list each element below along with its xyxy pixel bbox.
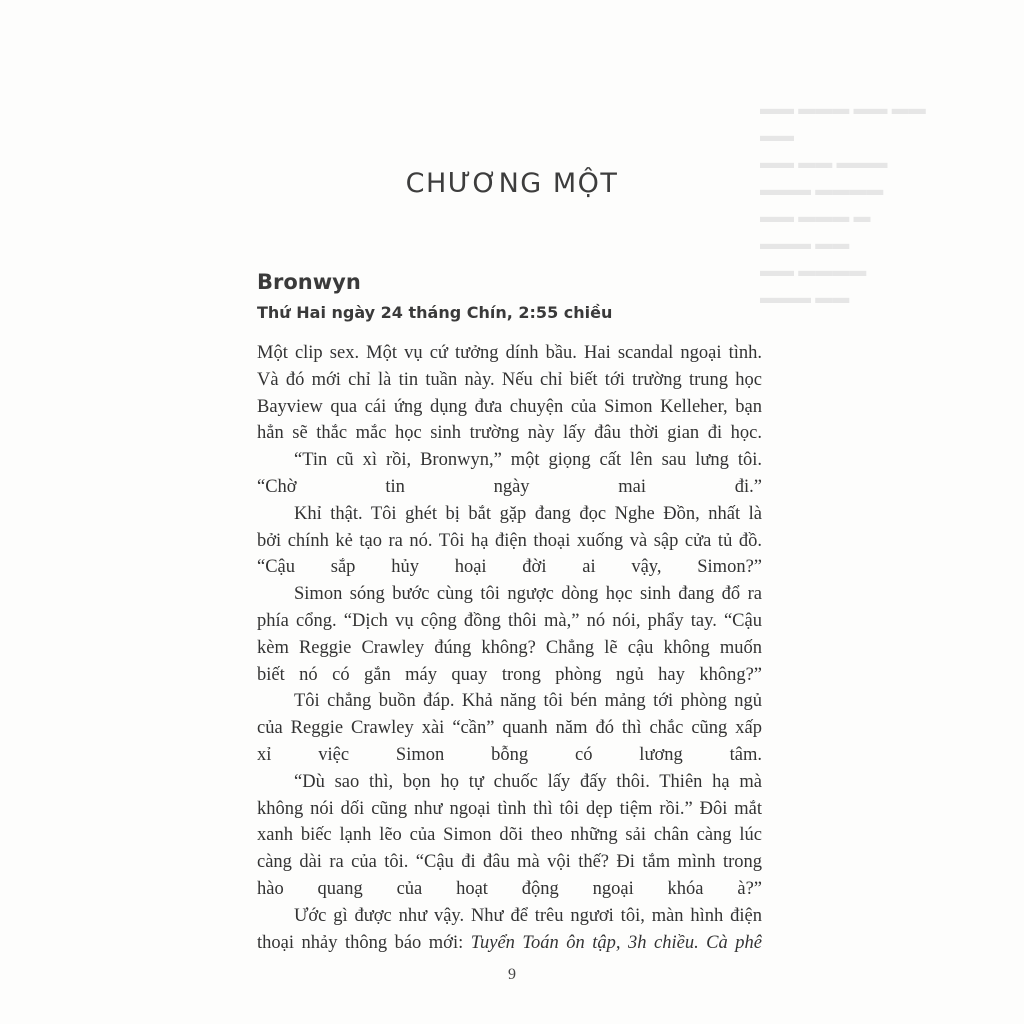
body-line: biết nó có gắn máy quay trong phòng ngủ hay không?” <box>257 664 762 685</box>
body-line: không nói dối cũng như ngoại tình thì tôi dẹp tiệm rồi.” Đôi mắt <box>257 798 762 819</box>
body-line: Simon sóng bước cùng tôi ngược dòng học sinh đang đổ ra <box>294 584 762 605</box>
body-line: hẳn sẽ thắc mắc học sinh trường này lấy đâu thời gian đi học. <box>257 423 762 444</box>
body-line: xanh biếc lạnh lẽo của Simon dõi theo những sải chân càng lúc <box>257 825 762 846</box>
body-line: “Cậu sắp hủy hoại đời ai vậy, Simon?” <box>257 557 762 578</box>
body-line: hào quang của hoạt động ngoại khóa à?” <box>257 878 762 899</box>
body-line-last-plain: thoại nhảy thông báo mới: <box>257 932 471 953</box>
body-line: Bayview qua cái ứng dụng đưa chuyện của Simon Kelleher, bạn <box>257 396 762 417</box>
body-line: phía cổng. “Dịch vụ cộng đồng thôi mà,” nó nói, phẩy tay. “Cậu <box>257 610 762 631</box>
chapter-timestamp: Thứ Hai ngày 24 tháng Chín, 2:55 chiều <box>257 303 613 322</box>
body-line: xỉ việc Simon bỗng có lương tâm. <box>257 744 762 765</box>
body-line: của Reggie Crawley xài “cần” quanh năm đó thì chắc cũng xấp <box>257 718 762 739</box>
pov-character-name: Bronwyn <box>257 270 361 294</box>
chapter-title: CHƯƠNG MỘT <box>405 168 619 199</box>
body-line: Một clip sex. Một vụ cứ tưởng dính bầu. Hai scandal ngoại tình. <box>257 343 762 363</box>
body-line: Khỉ thật. Tôi ghét bị bắt gặp đang đọc Nghe Đồn, nhất là <box>294 503 762 524</box>
page-number: 9 <box>508 966 516 983</box>
chapter-body <box>257 340 762 956</box>
reverse-side-bleed: ▬▬ ▬▬▬ ▬▬ ▬▬ ▬▬ ▬▬ ▬▬ ▬▬▬ ▬▬▬ ▬▬▬▬ ▬▬ ▬▬▬ ▬ ▬▬▬ ▬▬ ▬▬ ▬▬▬▬ ▬▬▬ ▬▬ <box>760 99 926 307</box>
body-line: bởi chính kẻ tạo ra nó. Tôi hạ điện thoại xuống và sập cửa tủ đồ. <box>257 530 762 551</box>
body-line: Và đó mới chỉ là tin tuần này. Nếu chỉ biết tới trường trung học <box>257 369 762 390</box>
body-line: Ước gì được như vậy. Như để trêu ngươi tôi, màn hình điện <box>294 905 762 926</box>
body-line: càng dài ra của tôi. “Cậu đi đâu mà vội thế? Đi tắm mình trong <box>257 852 762 873</box>
notification-text: Tuyển Toán ôn tập, 3h chiều. Cà phê <box>470 932 762 953</box>
body-line-last <box>257 930 762 957</box>
body-line: kèm Reggie Crawley đúng không? Chẳng lẽ cậu không muốn <box>257 637 762 658</box>
body-line: Tôi chẳng buồn đáp. Khả năng tôi bén mảng tới phòng ngủ <box>294 691 762 712</box>
body-line: “Tin cũ xì rồi, Bronwyn,” một giọng cất lên sau lưng tôi. <box>294 450 762 471</box>
body-line: “Dù sao thì, bọn họ tự chuốc lấy đấy thôi. Thiên hạ mà <box>294 771 762 792</box>
body-line: “Chờ tin ngày mai đi.” <box>257 476 762 497</box>
